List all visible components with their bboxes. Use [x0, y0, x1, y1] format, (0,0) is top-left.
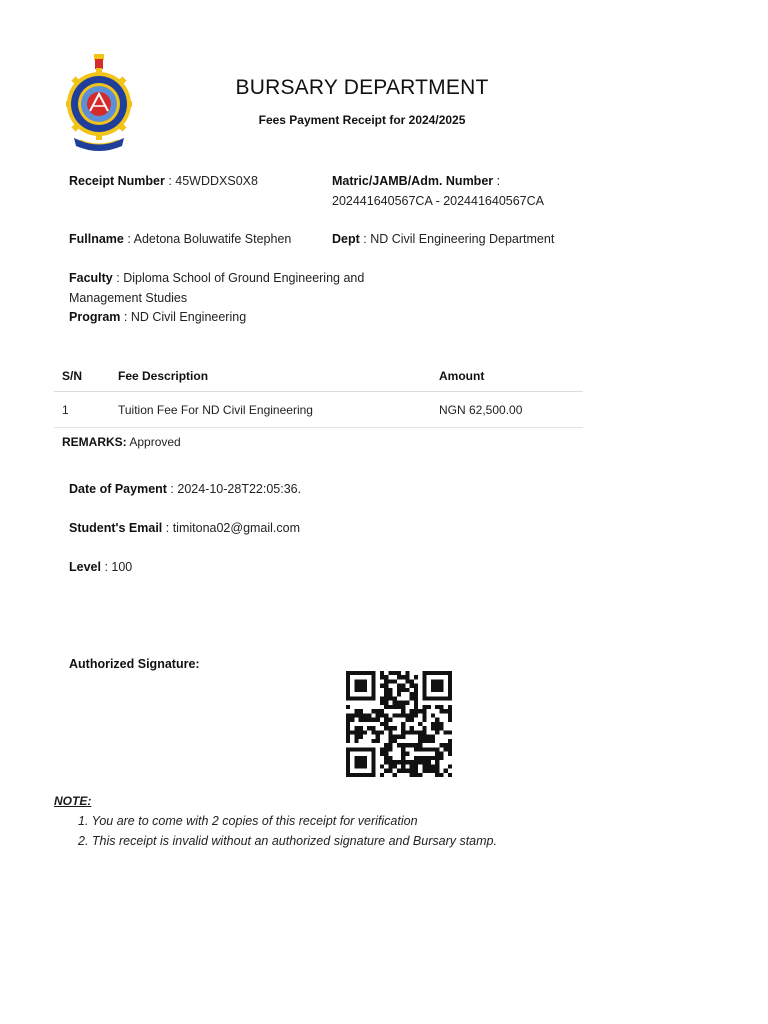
- date-of-payment-value: 2024-10-28T22:05:36.: [177, 482, 302, 496]
- note-item: 2. This receipt is invalid without an authorized signature and Bursary stamp.: [78, 833, 497, 848]
- level-label: Level: [69, 560, 101, 574]
- student-email-value: timitona02@gmail.com: [172, 521, 301, 535]
- note-heading: NOTE:: [54, 794, 92, 808]
- faculty-value: Diploma School of Ground Engineering and Management Studies: [69, 271, 365, 305]
- receipt-number-field: Receipt Number : 45WDDXS0X8: [69, 174, 258, 188]
- program-value: ND Civil Engineering: [130, 310, 247, 324]
- level-value: 100: [111, 560, 133, 574]
- matric-number-field: Matric/JAMB/Adm. Number : 202441640567CA - 202441640567CA: [332, 174, 544, 208]
- dept-field: Dept : ND Civil Engineering Department: [332, 232, 555, 246]
- matric-number-value: 202441640567CA - 202441640567CA: [332, 193, 544, 208]
- remarks-label: REMARKS:: [62, 435, 127, 449]
- fullname-value: Adetona Boluwatife Stephen: [133, 232, 292, 246]
- page-subtitle: Fees Payment Receipt for 2024/2025: [258, 113, 466, 127]
- receipt-number-value: 45WDDXS0X8: [175, 174, 258, 188]
- receipt-number-label: Receipt Number: [69, 174, 165, 188]
- fee-table: [54, 360, 583, 428]
- remarks-field: [62, 433, 181, 453]
- fullname-label: Fullname: [69, 232, 124, 246]
- table-header-row: [54, 360, 583, 392]
- matric-number-label: Matric/JAMB/Adm. Number: [332, 174, 494, 188]
- date-of-payment-field: Date of Payment : 2024-10-28T22:05:36.: [69, 482, 302, 496]
- remarks-value: Approved: [129, 435, 181, 449]
- level-field: Level : 100: [69, 560, 133, 574]
- page-title: BURSARY DEPARTMENT: [235, 76, 489, 99]
- program-field: Program : ND Civil Engineering: [69, 310, 247, 324]
- student-email-field: Student's Email : timitona02@gmail.com: [69, 521, 301, 535]
- student-email-label: Student's Email: [69, 521, 163, 535]
- faculty-label: Faculty: [69, 271, 113, 285]
- column-header-description: Fee Description: [110, 360, 431, 392]
- note-item: 1. You are to come with 2 copies of this receipt for verification: [78, 814, 418, 828]
- column-header-amount: Amount: [431, 360, 583, 392]
- table-row: [54, 392, 583, 428]
- note-list: [78, 812, 497, 851]
- faculty-field: Faculty : Diploma School of Ground Engineering and Management Studies: [69, 271, 365, 305]
- qr-code-icon: [346, 670, 452, 778]
- dept-value: ND Civil Engineering Department: [370, 232, 555, 246]
- institution-logo-icon: [66, 54, 132, 154]
- program-label: Program: [69, 310, 121, 324]
- cell-amount: NGN 62,500.00: [431, 392, 583, 428]
- fullname-field: Fullname : Adetona Boluwatife Stephen: [69, 232, 292, 246]
- column-header-sn: S/N: [54, 360, 110, 392]
- date-of-payment-label: Date of Payment: [69, 482, 167, 496]
- authorized-signature-label: Authorized Signature:: [69, 657, 200, 671]
- dept-label: Dept: [332, 232, 360, 246]
- cell-description: Tuition Fee For ND Civil Engineering: [110, 392, 431, 428]
- cell-sn: 1: [54, 392, 110, 428]
